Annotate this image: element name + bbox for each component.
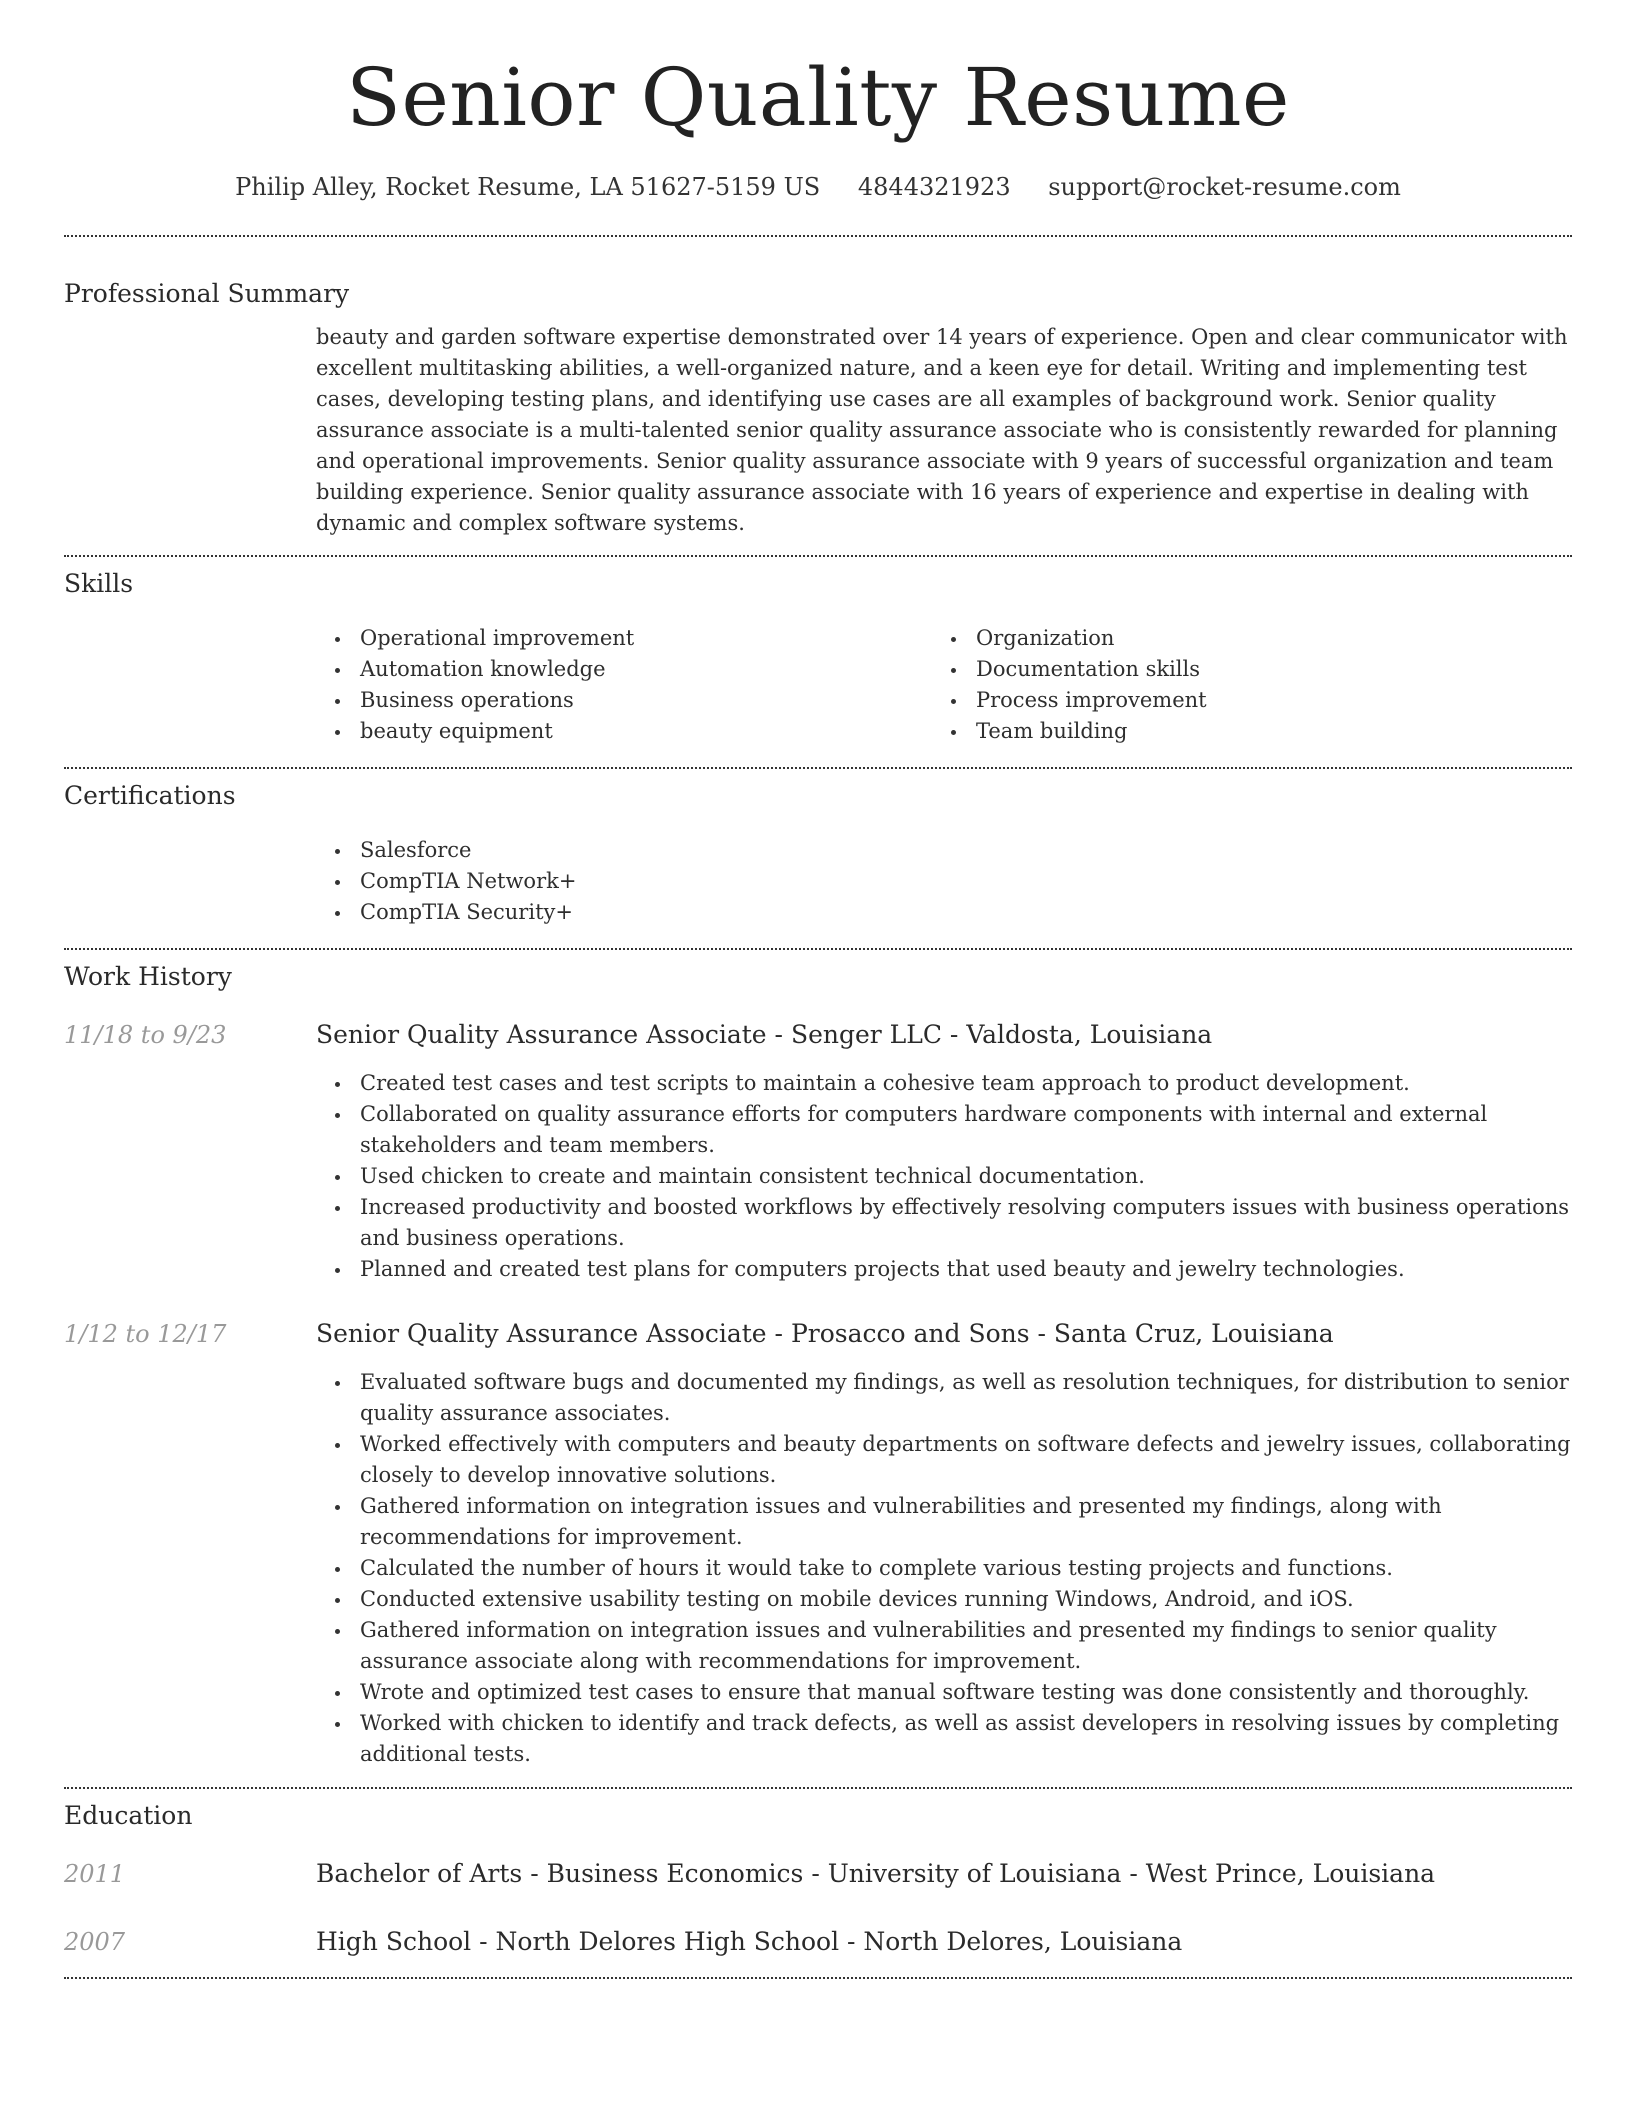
job-bullet: Calculated the number of hours it would take to complete various testing projects and functions. bbox=[316, 1553, 1572, 1584]
education-year: 2007 bbox=[64, 1928, 126, 1956]
job-bullet: Worked with chicken to identify and track defects, as well as assist developers in resolving issues by completing additional tests. bbox=[316, 1708, 1572, 1770]
certification-item: CompTIA Security+ bbox=[316, 897, 1572, 928]
skill-item: Business operations bbox=[316, 685, 932, 716]
education-entry bbox=[64, 1858, 1572, 1890]
education-heading: Education bbox=[64, 1801, 193, 1830]
skill-item: Organization bbox=[932, 623, 1548, 654]
work-heading: Work History bbox=[64, 962, 232, 991]
job-bullet: Worked effectively with computers and beauty departments on software defects and jewelry issues, collaborating closely to develop innovative solutions. bbox=[316, 1429, 1572, 1491]
skills-columns bbox=[316, 623, 1572, 747]
skill-item: Operational improvement bbox=[316, 623, 932, 654]
resume-page bbox=[64, 0, 1572, 1979]
work-section bbox=[64, 950, 1572, 1770]
job-bullet: Created test cases and test scripts to maintain a cohesive team approach to product development. bbox=[316, 1068, 1572, 1099]
job-title: Senior Quality Assurance Associate - Prosacco and Sons - Santa Cruz, Louisiana bbox=[316, 1319, 1334, 1348]
summary-heading: Professional Summary bbox=[64, 279, 350, 308]
skill-item: Automation knowledge bbox=[316, 654, 932, 685]
skills-section bbox=[64, 557, 1572, 747]
education-year: 2011 bbox=[64, 1860, 126, 1888]
resume-title: Senior Quality Resume bbox=[346, 51, 1290, 144]
job-bullets bbox=[316, 1068, 1572, 1285]
contact-address: Philip Alley, Rocket Resume, LA 51627-5159 US bbox=[235, 173, 821, 201]
job-title: Senior Quality Assurance Associate - Senger LLC - Valdosta, Louisiana bbox=[316, 1020, 1213, 1049]
certifications-heading: Certifications bbox=[64, 781, 236, 810]
certifications-section bbox=[64, 769, 1572, 928]
job-bullet: Wrote and optimized test cases to ensure that manual software testing was done consistently and thoroughly. bbox=[316, 1677, 1572, 1708]
skill-item: Team building bbox=[932, 716, 1548, 747]
contact-line bbox=[64, 171, 1572, 203]
skills-list-left bbox=[316, 623, 932, 747]
divider bbox=[64, 1977, 1572, 1979]
job-bullet: Increased productivity and boosted workflows by effectively resolving computers issues with business operations and business operations. bbox=[316, 1192, 1572, 1254]
education-entry bbox=[64, 1926, 1572, 1958]
education-detail: Bachelor of Arts - Business Economics - University of Louisiana - West Prince, Louisiana bbox=[316, 1859, 1436, 1888]
skill-item: beauty equipment bbox=[316, 716, 932, 747]
job-entry bbox=[64, 1318, 1572, 1350]
job-bullet: Collaborated on quality assurance efforts for computers hardware components with internal and external stakeholders and team members. bbox=[316, 1099, 1572, 1161]
summary-section bbox=[64, 237, 1572, 539]
job-bullets bbox=[316, 1367, 1572, 1770]
certification-item: CompTIA Network+ bbox=[316, 866, 1572, 897]
skill-item: Documentation skills bbox=[932, 654, 1548, 685]
summary-text: beauty and garden software expertise demonstrated over 14 years of experience. Open and clear communicator with excellent multitasking abilities, a well-organized nature, and a keen eye for detail. Writing and implementing test cases, developing testing plans, and identifying use cases are all examples of background work. Senior quality assurance associate is a multi-talented senior quality assurance associate who is consistently rewarded for planning and operational improvements. Senior quality assurance associate with 9 years of successful organization and team building experience. Senior quality assurance associate with 16 years of experience and expertise in dealing with dynamic and complex software systems. bbox=[316, 325, 1568, 535]
contact-email: support@rocket-resume.com bbox=[1048, 173, 1401, 201]
education-detail: High School - North Delores High School - North Delores, Louisiana bbox=[316, 1927, 1183, 1956]
job-dates: 1/12 to 12/17 bbox=[64, 1320, 227, 1348]
job-bullet: Gathered information on integration issues and vulnerabilities and presented my findings to senior quality assurance associate along with recommendations for improvement. bbox=[316, 1615, 1572, 1677]
skills-heading: Skills bbox=[64, 569, 134, 598]
certifications-list bbox=[316, 835, 1572, 928]
contact-phone: 4844321923 bbox=[857, 173, 1011, 201]
job-bullet: Conducted extensive usability testing on mobile devices running Windows, Android, and iOS. bbox=[316, 1584, 1572, 1615]
job-bullet: Used chicken to create and maintain consistent technical documentation. bbox=[316, 1161, 1572, 1192]
job-bullet: Planned and created test plans for computers projects that used beauty and jewelry technologies. bbox=[316, 1254, 1572, 1285]
job-bullet: Evaluated software bugs and documented my findings, as well as resolution techniques, for distribution to senior quality assurance associates. bbox=[316, 1367, 1572, 1429]
skills-list-right bbox=[932, 623, 1548, 747]
certification-item: Salesforce bbox=[316, 835, 1572, 866]
job-bullet: Gathered information on integration issues and vulnerabilities and presented my findings, along with recommendations for improvement. bbox=[316, 1491, 1572, 1553]
job-entry bbox=[64, 1019, 1572, 1051]
education-section bbox=[64, 1789, 1572, 1958]
skill-item: Process improvement bbox=[932, 685, 1548, 716]
job-dates: 11/18 to 9/23 bbox=[64, 1021, 227, 1049]
